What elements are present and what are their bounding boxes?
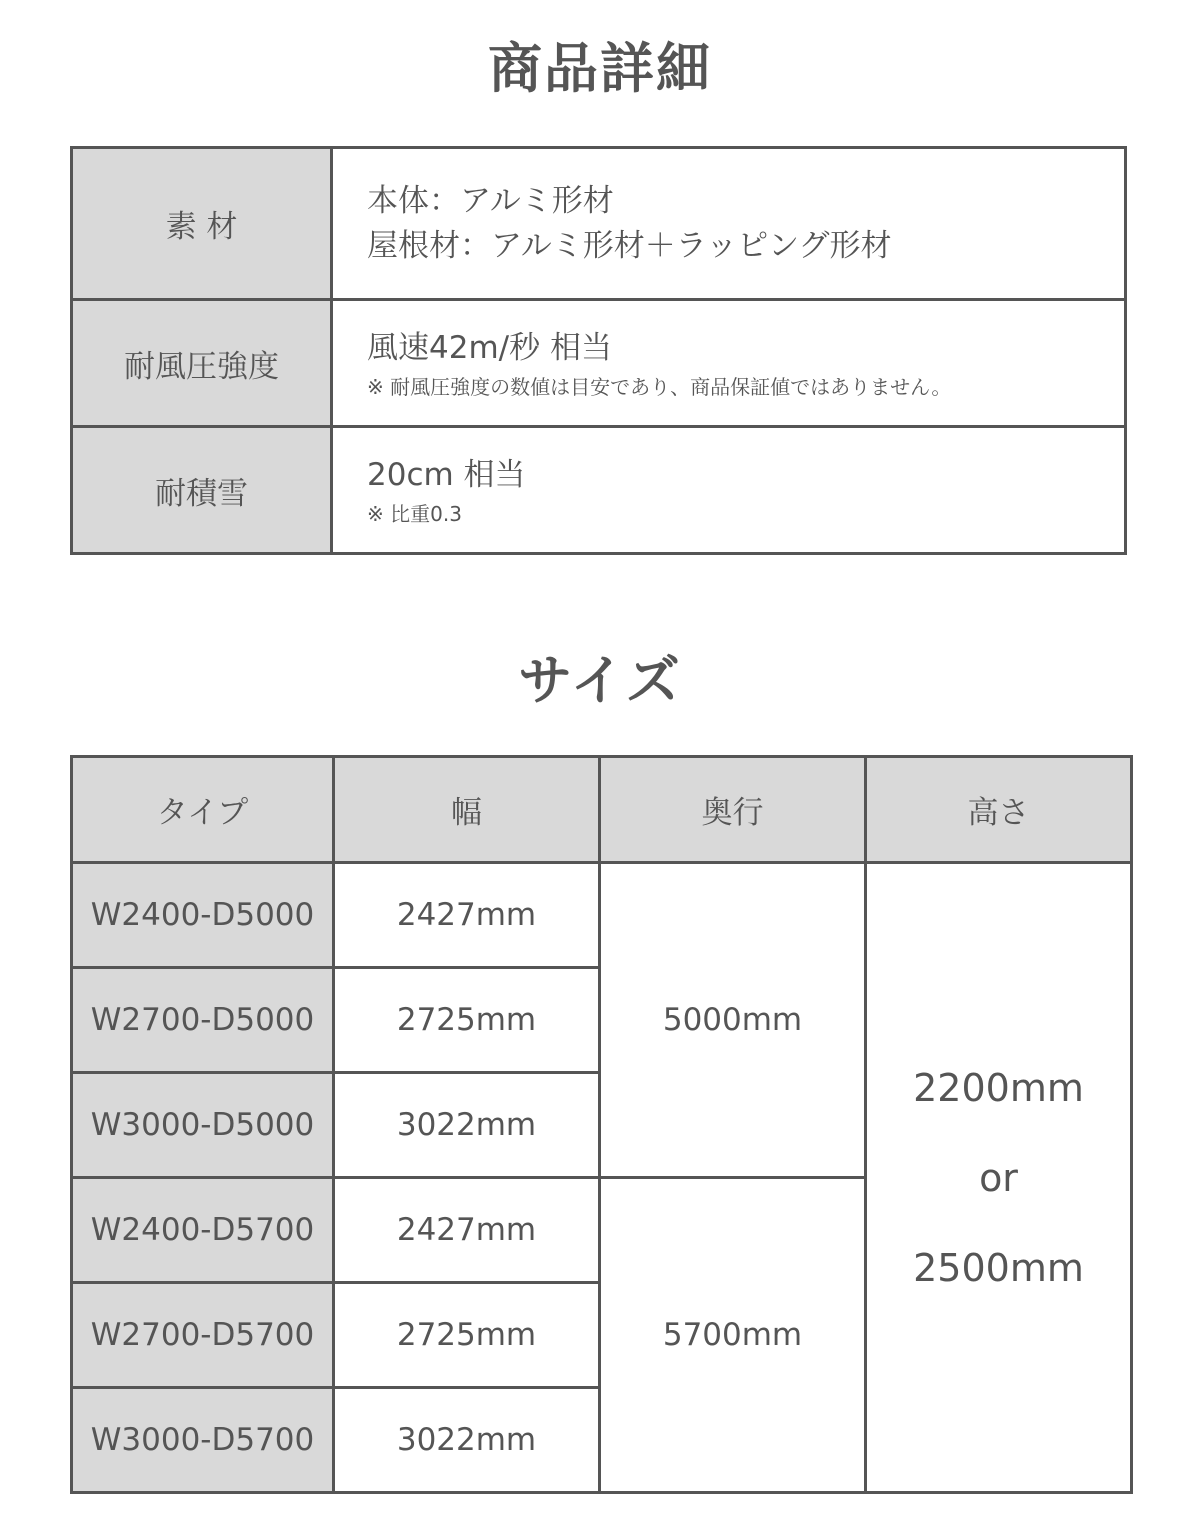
size-heading: サイズ <box>518 649 682 712</box>
width-cell: 2725mm <box>334 968 600 1073</box>
height-cell <box>866 863 1132 1493</box>
header-type: タイプ <box>72 757 334 863</box>
height-option-2: 2500mm <box>913 1245 1084 1290</box>
snow-value-text: 20cm 相当 <box>367 456 526 493</box>
wind-note: ※ 耐風圧強度の数値は目安であり、商品保証値ではありません。 <box>367 374 952 399</box>
header-width: 幅 <box>334 757 600 863</box>
details-heading: 商品詳細 <box>488 37 712 100</box>
table-row <box>72 863 1132 968</box>
snow-value <box>332 427 1126 554</box>
wind-value-text: 風速42m/秒 相当 <box>367 329 612 366</box>
type-cell: W2700-D5000 <box>72 968 334 1073</box>
type-cell: W2400-D5000 <box>72 863 334 968</box>
width-cell: 3022mm <box>334 1388 600 1493</box>
width-cell: 2427mm <box>334 1178 600 1283</box>
header-depth: 奥行 <box>600 757 866 863</box>
material-label: 素 材 <box>72 148 332 300</box>
snow-label: 耐積雪 <box>72 427 332 554</box>
snow-row <box>72 427 1126 554</box>
depth-cell: 5000mm <box>600 863 866 1178</box>
header-height: 高さ <box>866 757 1132 863</box>
snow-note: ※ 比重0.3 <box>367 501 462 526</box>
type-cell: W3000-D5700 <box>72 1388 334 1493</box>
type-cell: W2400-D5700 <box>72 1178 334 1283</box>
wind-label: 耐風圧強度 <box>72 300 332 427</box>
height-option-1: 2200mm <box>913 1065 1084 1110</box>
product-details-table <box>70 146 1127 555</box>
material-row <box>72 148 1126 300</box>
size-header-row <box>72 757 1132 863</box>
depth-cell: 5700mm <box>600 1178 866 1493</box>
material-line-body: 本体：アルミ形材 <box>367 182 614 219</box>
wind-row <box>72 300 1126 427</box>
width-cell: 3022mm <box>334 1073 600 1178</box>
width-cell: 2427mm <box>334 863 600 968</box>
size-table <box>70 755 1133 1494</box>
width-cell: 2725mm <box>334 1283 600 1388</box>
height-separator: or <box>979 1155 1018 1200</box>
material-line-roof: 屋根材：アルミ形材＋ラッピング形材 <box>367 227 892 264</box>
wind-value <box>332 300 1126 427</box>
type-cell: W3000-D5000 <box>72 1073 334 1178</box>
type-cell: W2700-D5700 <box>72 1283 334 1388</box>
material-value <box>332 148 1126 300</box>
